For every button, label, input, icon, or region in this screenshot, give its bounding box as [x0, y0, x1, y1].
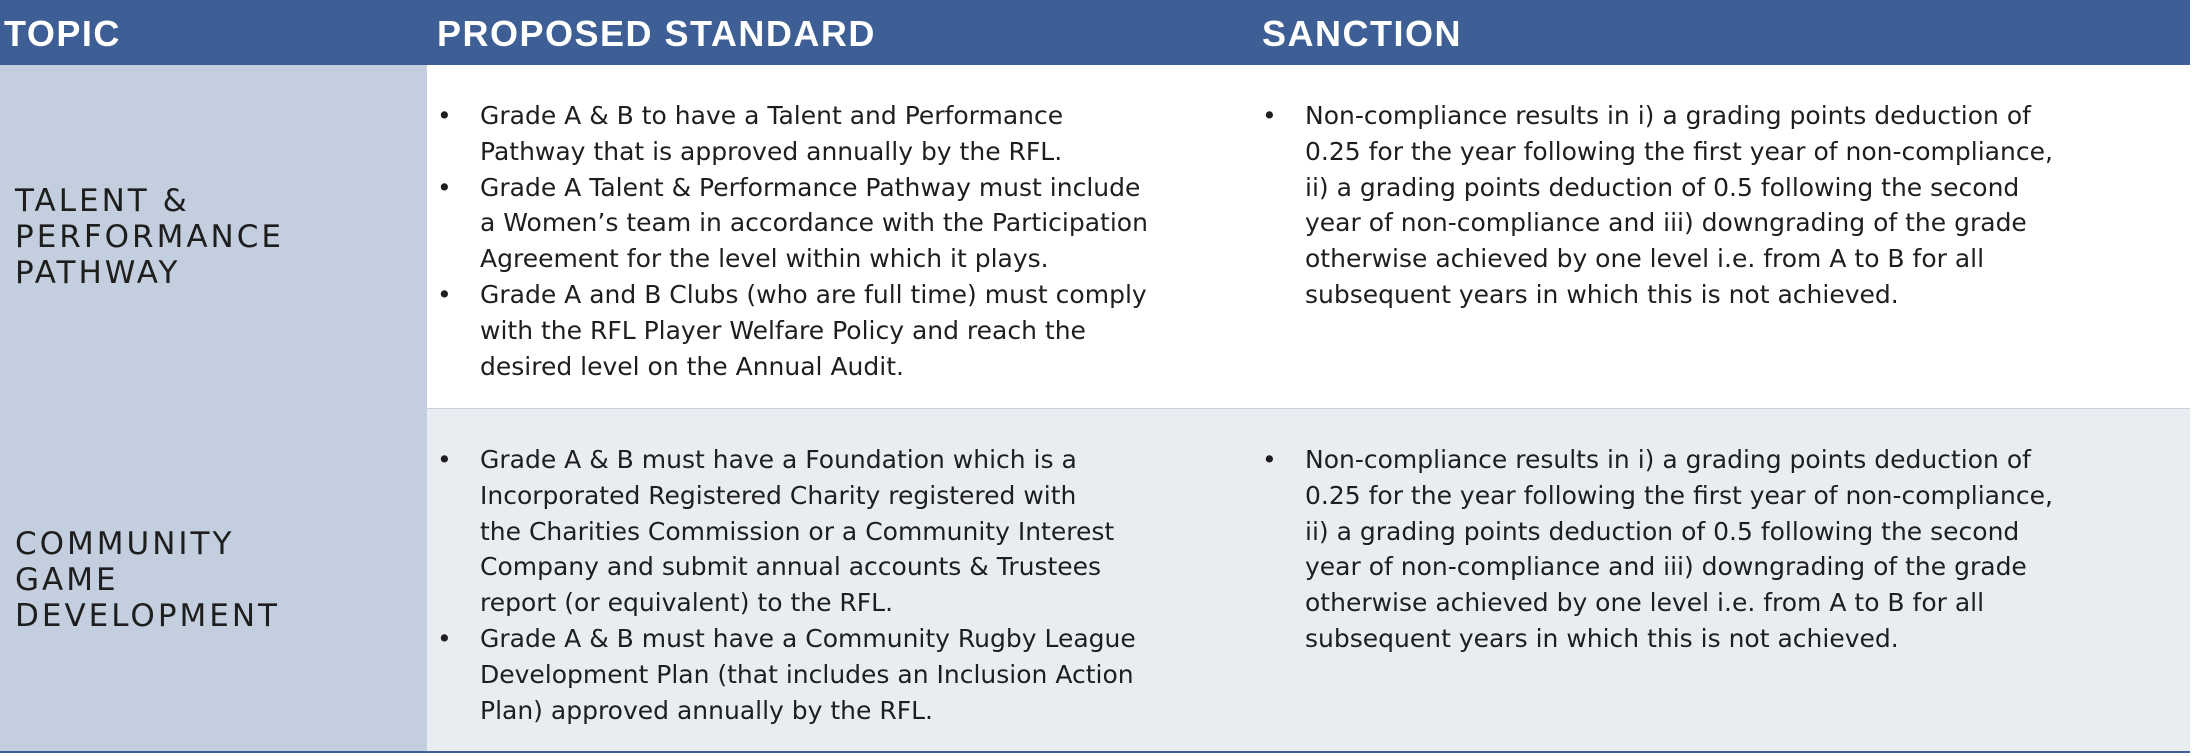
table-header: [0, 0, 2190, 65]
standard-text: Grade A and B Clubs (who are full time) must comply with the RFL Player Welfare Policy and reach the desired level on the Annual Audit.: [480, 279, 1147, 381]
standard-text: Grade A Talent & Performance Pathway must include a Women’s team in accordance with the Participation Agreement for the level within which it plays.: [480, 172, 1148, 274]
sanction-cell: [1262, 98, 2162, 313]
sanction-list: [1262, 98, 2162, 313]
sanction-cell: [1262, 442, 2162, 657]
sanction-text: Non-compliance results in i) a grading points deduction of 0.25 for the year following the first year of non-compliance, ii) a grading points deduction of 0.5 following the second year of non-compliance and iii) downgrading of the grade otherwise achieved by one level i.e. from A to B for all subsequent years in which this is not achieved.: [1305, 101, 2053, 309]
table-row: [0, 65, 2190, 408]
bullet-icon: •: [437, 445, 452, 474]
proposed-standard-cell: [437, 98, 1237, 384]
bullet-icon: •: [437, 623, 452, 653]
bullet-icon: •: [437, 279, 452, 309]
proposed-standard-cell: [437, 442, 1237, 728]
list-item: [1262, 98, 2162, 313]
topic-cell: [0, 409, 427, 751]
header-proposed-standard: PROPOSED STANDARD: [437, 13, 876, 54]
list-item: [437, 277, 1237, 384]
list-item: [437, 621, 1237, 728]
sanction-list: [1262, 442, 2162, 657]
list-item: [437, 442, 1237, 621]
list-item: [1262, 442, 2162, 657]
standard-list: [437, 98, 1237, 384]
topic-cell: [0, 65, 427, 408]
table-row: [0, 409, 2190, 751]
header-sanction: SANCTION: [1262, 13, 1462, 54]
list-item: [437, 98, 1237, 170]
sanction-text: Non-compliance results in i) a grading points deduction of 0.25 for the year following the first year of non-compliance, ii) a grading points deduction of 0.5 following the second year of non-compliance and iii) downgrading of the grade otherwise achieved by one level i.e. from A to B for all subsequent years in which this is not achieved.: [1305, 445, 2053, 653]
standard-text: Grade A & B must have a Community Rugby League Development Plan (that includes an Inclusion Action Plan) approved annually by the RFL.: [480, 623, 1136, 725]
bullet-icon: •: [437, 172, 452, 202]
standard-list: [437, 442, 1237, 728]
bullet-icon: •: [1262, 101, 1277, 130]
topic-label: COMMUNITY GAME DEVELOPMENT: [15, 526, 280, 634]
header-topic: TOPIC: [4, 13, 121, 54]
topic-label: TALENT & PERFORMANCE PATHWAY: [15, 182, 284, 291]
standard-text: Grade A & B to have a Talent and Performance Pathway that is approved annually by the RFL.: [480, 101, 1064, 166]
standard-text: Grade A & B must have a Foundation which is a Incorporated Registered Charity registered with the Charities Commission or a Community Interest Company and submit annual accounts & Trustees report (or equivalent) to the RFL.: [480, 445, 1115, 618]
bullet-icon: •: [1262, 445, 1277, 474]
bullet-icon: •: [437, 101, 452, 130]
list-item: [437, 170, 1237, 277]
table-bottom-rule: [0, 751, 2190, 753]
